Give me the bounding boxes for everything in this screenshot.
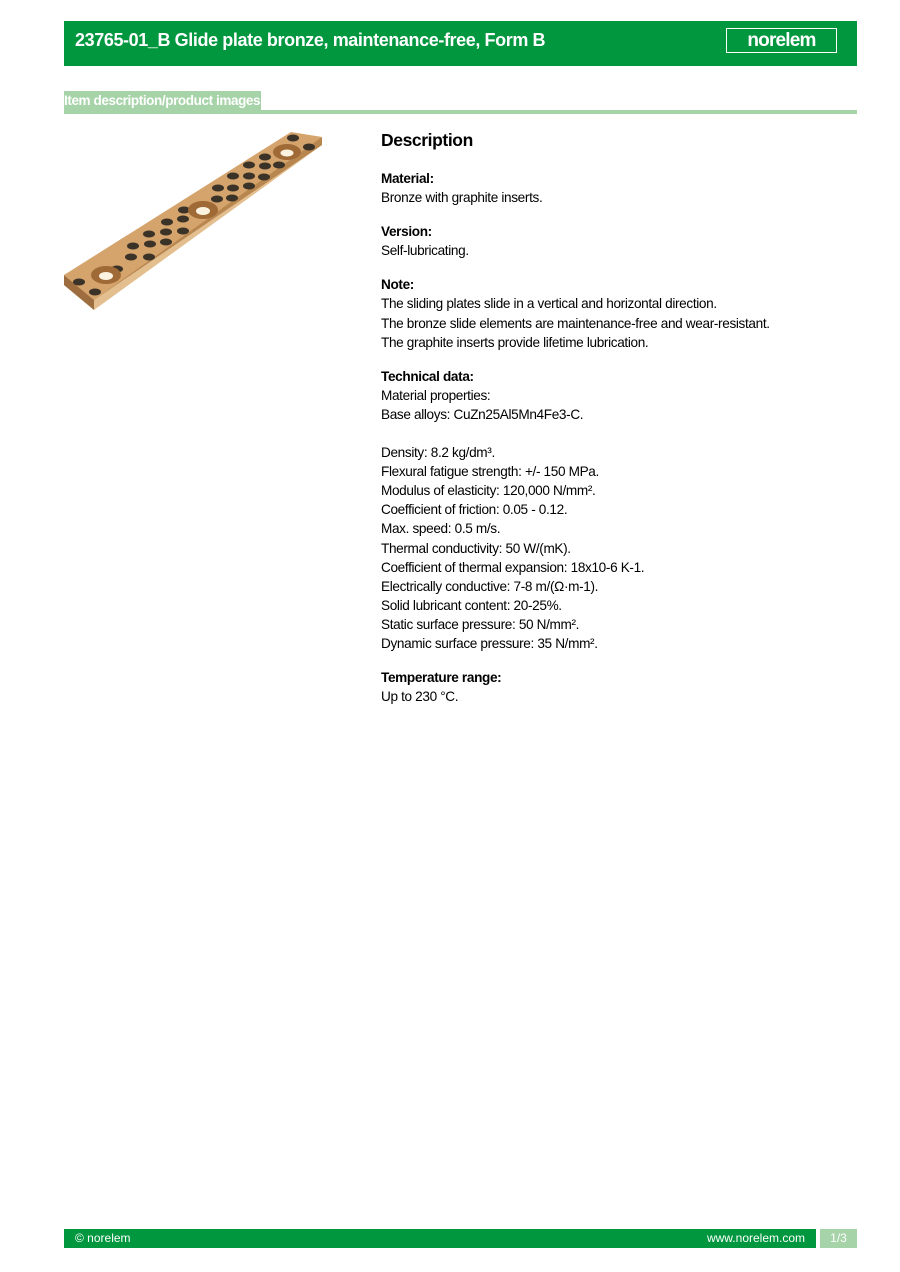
technical-data-block [381,367,851,653]
property-line: Solid lubricant content: 20-25%. [381,597,562,613]
material-block [381,169,851,207]
version-block [381,222,851,260]
property-line: Dynamic surface pressure: 35 N/mm². [381,635,598,651]
note-title: Note: [381,277,414,293]
version-title: Version: [381,224,432,240]
description-heading: Description [381,130,473,150]
note-block [381,275,851,351]
norelem-logo: norelem [726,28,837,53]
property-line: Thermal conductivity: 50 W/(mK). [381,540,571,556]
page-header [64,21,857,66]
property-line: Static surface pressure: 50 N/mm². [381,616,580,632]
technical-intro-line: Base alloys: CuZn25Al5Mn4Fe3-C. [381,406,584,422]
property-line: Coefficient of friction: 0.05 - 0.12. [381,502,568,518]
glide-plate-graphic [64,132,322,310]
property-line: Coefficient of thermal expansion: 18x10-6 K-1. [381,559,645,575]
note-line: The graphite inserts provide lifetime lubrication. [381,334,649,350]
property-line: Density: 8.2 kg/dm³. [381,445,495,461]
spacer [381,424,851,443]
temperature-text: Up to 230 °C. [381,689,459,705]
property-line: Electrically conductive: 7-8 m/(Ω·m-1). [381,578,599,594]
note-line: The bronze slide elements are maintenance-free and wear-resistant. [381,315,770,331]
page-number: 1/3 [820,1229,857,1248]
product-image [63,130,325,315]
temperature-title: Temperature range: [381,670,502,686]
property-line: Modulus of elasticity: 120,000 N/mm². [381,483,596,499]
description-content [381,128,851,721]
section-label: Item description/product images [64,91,261,111]
property-line: Max. speed: 0.5 m/s. [381,521,501,537]
material-text: Bronze with graphite inserts. [381,190,543,206]
copyright-text: © norelem [75,1231,131,1245]
page-title: 23765-01_B Glide plate bronze, maintenance-free, Form B [75,30,546,50]
note-line: The sliding plates slide in a vertical and horizontal direction. [381,296,717,312]
technical-intro-line: Material properties: [381,387,491,403]
page-footer [64,1229,816,1248]
technical-data-title: Technical data: [381,368,474,384]
property-line: Flexural fatigue strength: +/- 150 MPa. [381,464,599,480]
version-text: Self-lubricating. [381,243,469,259]
website-link[interactable]: www.norelem.com [706,1231,805,1245]
temperature-block [381,668,851,706]
material-title: Material: [381,171,434,186]
